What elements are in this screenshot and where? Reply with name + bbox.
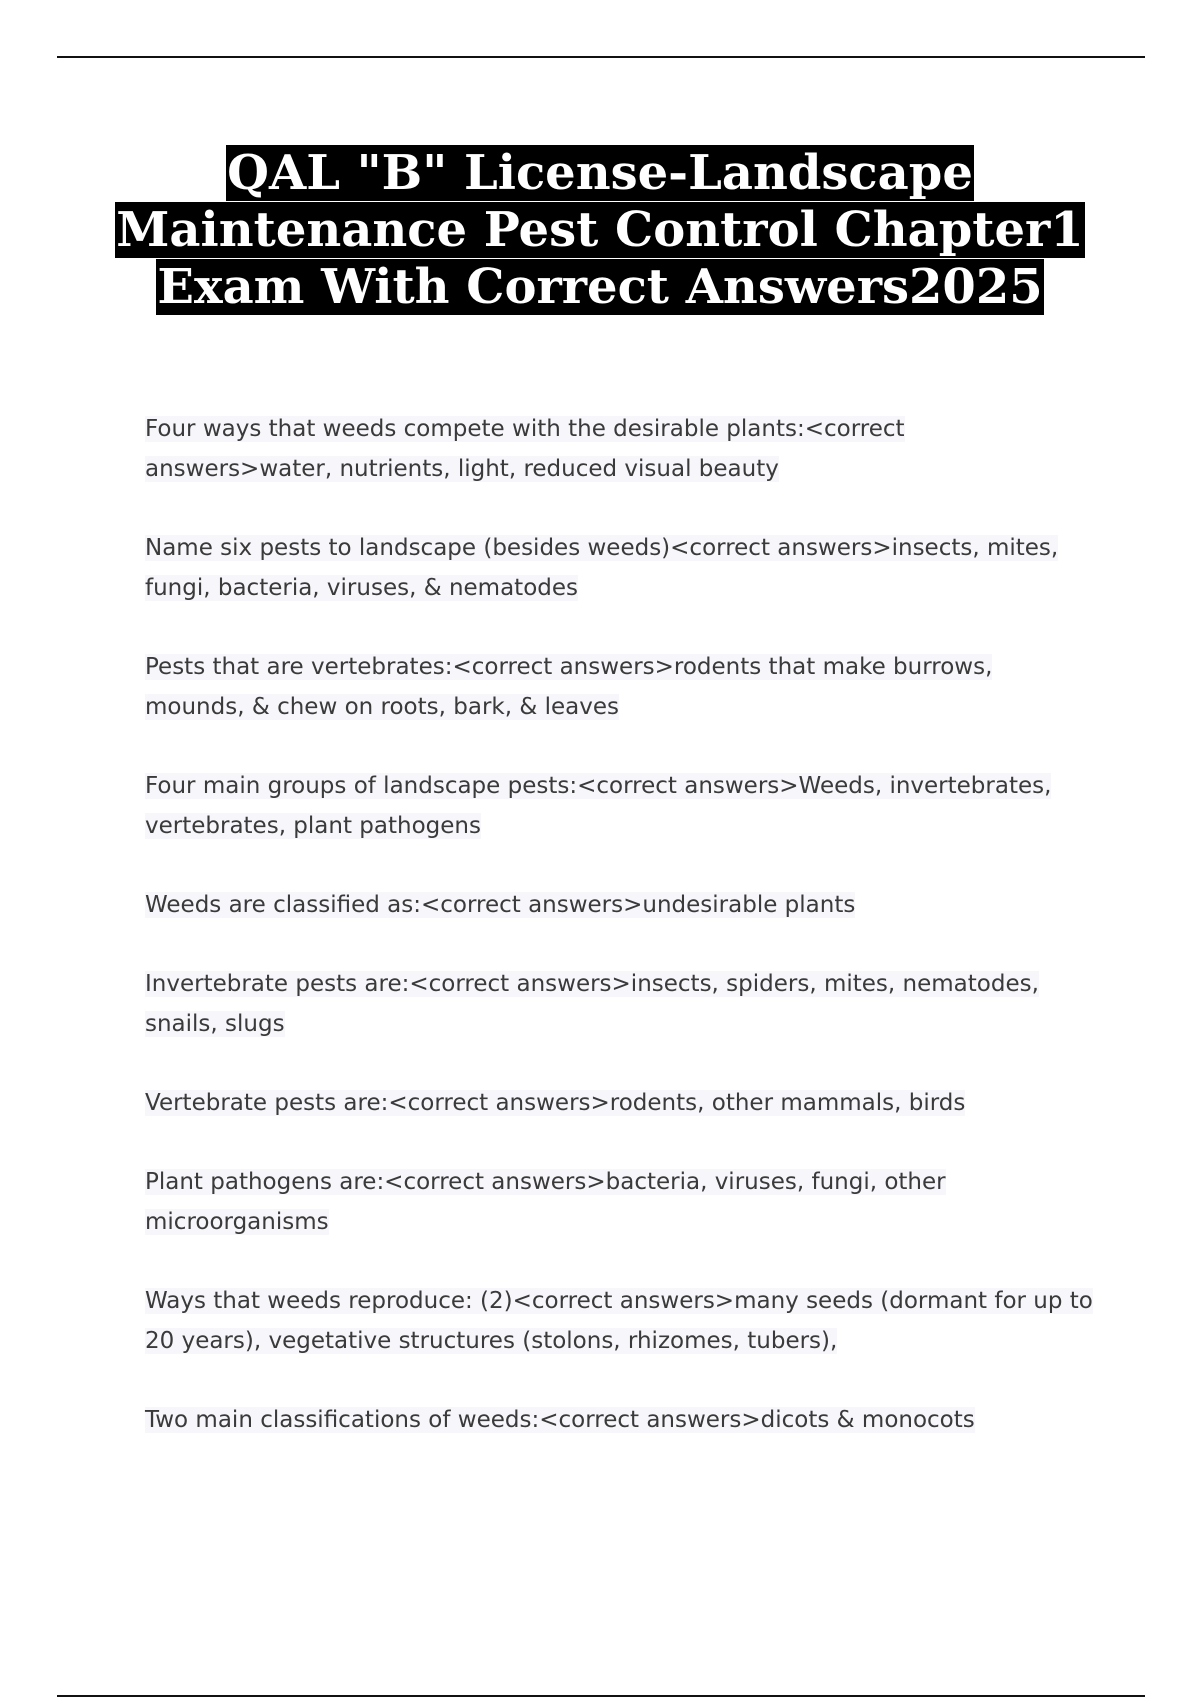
document-title: QAL "B" License-Landscape Maintenance Pest Control Chapter1 Exam With Correct Answers2025 — [116, 145, 1084, 315]
qa-item-weeds-compete — [145, 409, 1095, 489]
qa-text: Ways that weeds reproduce: (2)<correct answers>many seeds (dormant for up to 20 years), vegetative structures (stolons, rhizomes, tubers), — [145, 1288, 1093, 1354]
qa-item-vertebrate-pests — [145, 647, 1095, 727]
top-rule — [57, 56, 1145, 58]
qa-item-weeds-classified — [145, 885, 1095, 925]
qa-item-plant-pathogens — [145, 1162, 1095, 1242]
qa-item-weed-classifications — [145, 1400, 1095, 1440]
qa-text: Weeds are classified as:<correct answers>undesirable plants — [145, 892, 856, 918]
question-answer-list — [145, 409, 1095, 1440]
bottom-rule — [57, 1695, 1145, 1697]
title-block — [100, 145, 1100, 316]
qa-item-weeds-reproduce — [145, 1281, 1095, 1361]
qa-item-invertebrate-pests — [145, 964, 1095, 1044]
qa-text: Four main groups of landscape pests:<correct answers>Weeds, invertebrates, vertebrates, plant pathogens — [145, 773, 1052, 839]
qa-text: Vertebrate pests are:<correct answers>rodents, other mammals, birds — [145, 1090, 966, 1116]
qa-text: Two main classifications of weeds:<correct answers>dicots & monocots — [145, 1407, 975, 1433]
qa-text: Invertebrate pests are:<correct answers>insects, spiders, mites, nematodes, snails, slugs — [145, 971, 1039, 1037]
qa-item-four-groups — [145, 766, 1095, 846]
qa-text: Four ways that weeds compete with the desirable plants:<correct answers>water, nutrients, light, reduced visual beauty — [145, 416, 905, 482]
qa-text: Plant pathogens are:<correct answers>bacteria, viruses, fungi, other microorganisms — [145, 1169, 946, 1235]
qa-item-six-pests — [145, 528, 1095, 608]
qa-text: Name six pests to landscape (besides weeds)<correct answers>insects, mites, fungi, bacteria, viruses, & nematodes — [145, 535, 1059, 601]
qa-item-vertebrate-pests-list — [145, 1083, 1095, 1123]
qa-text: Pests that are vertebrates:<correct answers>rodents that make burrows, mounds, & chew on roots, bark, & leaves — [145, 654, 993, 720]
